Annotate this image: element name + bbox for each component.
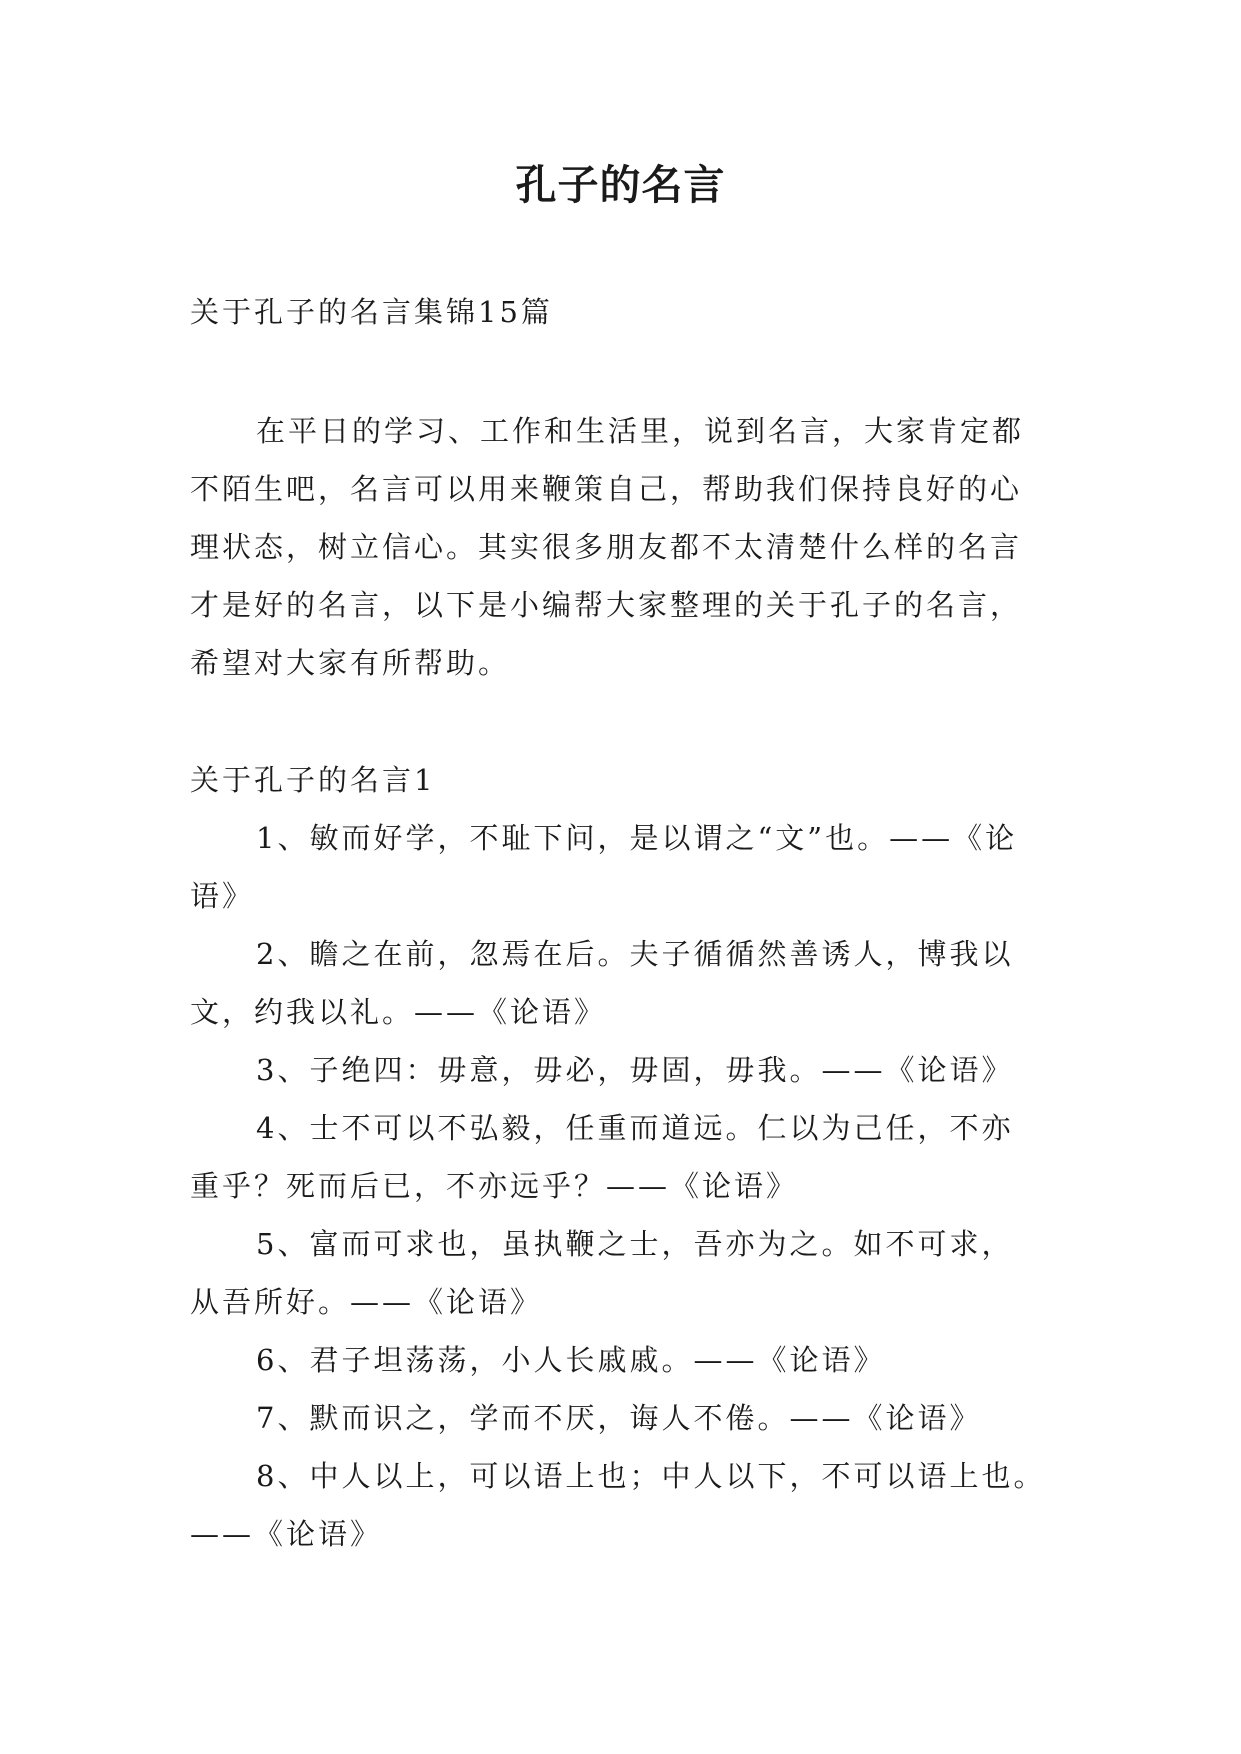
document-title: 孔子的名言 (515, 161, 726, 209)
quote-list (190, 809, 1070, 1563)
intro-line: 理状态，树立信心。其实很多朋友都不太清楚什么样的名言 (190, 530, 1023, 564)
intro-line: 希望对大家有所帮助。 (190, 646, 511, 680)
quote-line: 3、子绝四：毋意，毋必，毋固，毋我。——《论语》 (256, 1053, 1014, 1087)
quote-line: ——《论语》 (190, 1517, 383, 1551)
quote-line: 6、君子坦荡荡，小人长戚戚。——《论语》 (256, 1343, 886, 1377)
quote-line: 8、中人以上，可以语上也；中人以下，不可以语上也。 (256, 1459, 1046, 1493)
quote-line: 1、敏而好学，不耻下问，是以谓之“文”也。——《论 (256, 821, 1018, 855)
intro-line: 才是好的名言，以下是小编帮大家整理的关于孔子的名言， (190, 588, 1023, 622)
quote-line: 从吾所好。——《论语》 (190, 1285, 543, 1319)
quote-line: 4、士不可以不弘毅，任重而道远。仁以为己任，不亦 (256, 1111, 1014, 1145)
intro-paragraph (190, 402, 1070, 692)
intro-line: 不陌生吧，名言可以用来鞭策自己，帮助我们保持良好的心 (190, 472, 1023, 506)
quote-line: 7、默而识之，学而不厌，诲人不倦。——《论语》 (256, 1401, 982, 1435)
quote-line: 2、瞻之在前，忽焉在后。夫子循循然善诱人，博我以 (256, 937, 1014, 971)
section-heading: 关于孔子的名言1 (190, 763, 436, 797)
quote-line: 重乎？死而后已，不亦远乎？——《论语》 (190, 1169, 799, 1203)
quote-line: 5、富而可求也，虽执鞭之士，吾亦为之。如不可求， (256, 1227, 1014, 1261)
quote-line: 文，约我以礼。——《论语》 (190, 995, 607, 1029)
quote-line: 语》 (190, 879, 255, 913)
subtitle: 关于孔子的名言集锦15篇 (190, 295, 553, 329)
intro-line: 在平日的学习、工作和生活里，说到名言，大家肯定都 (256, 414, 1025, 448)
